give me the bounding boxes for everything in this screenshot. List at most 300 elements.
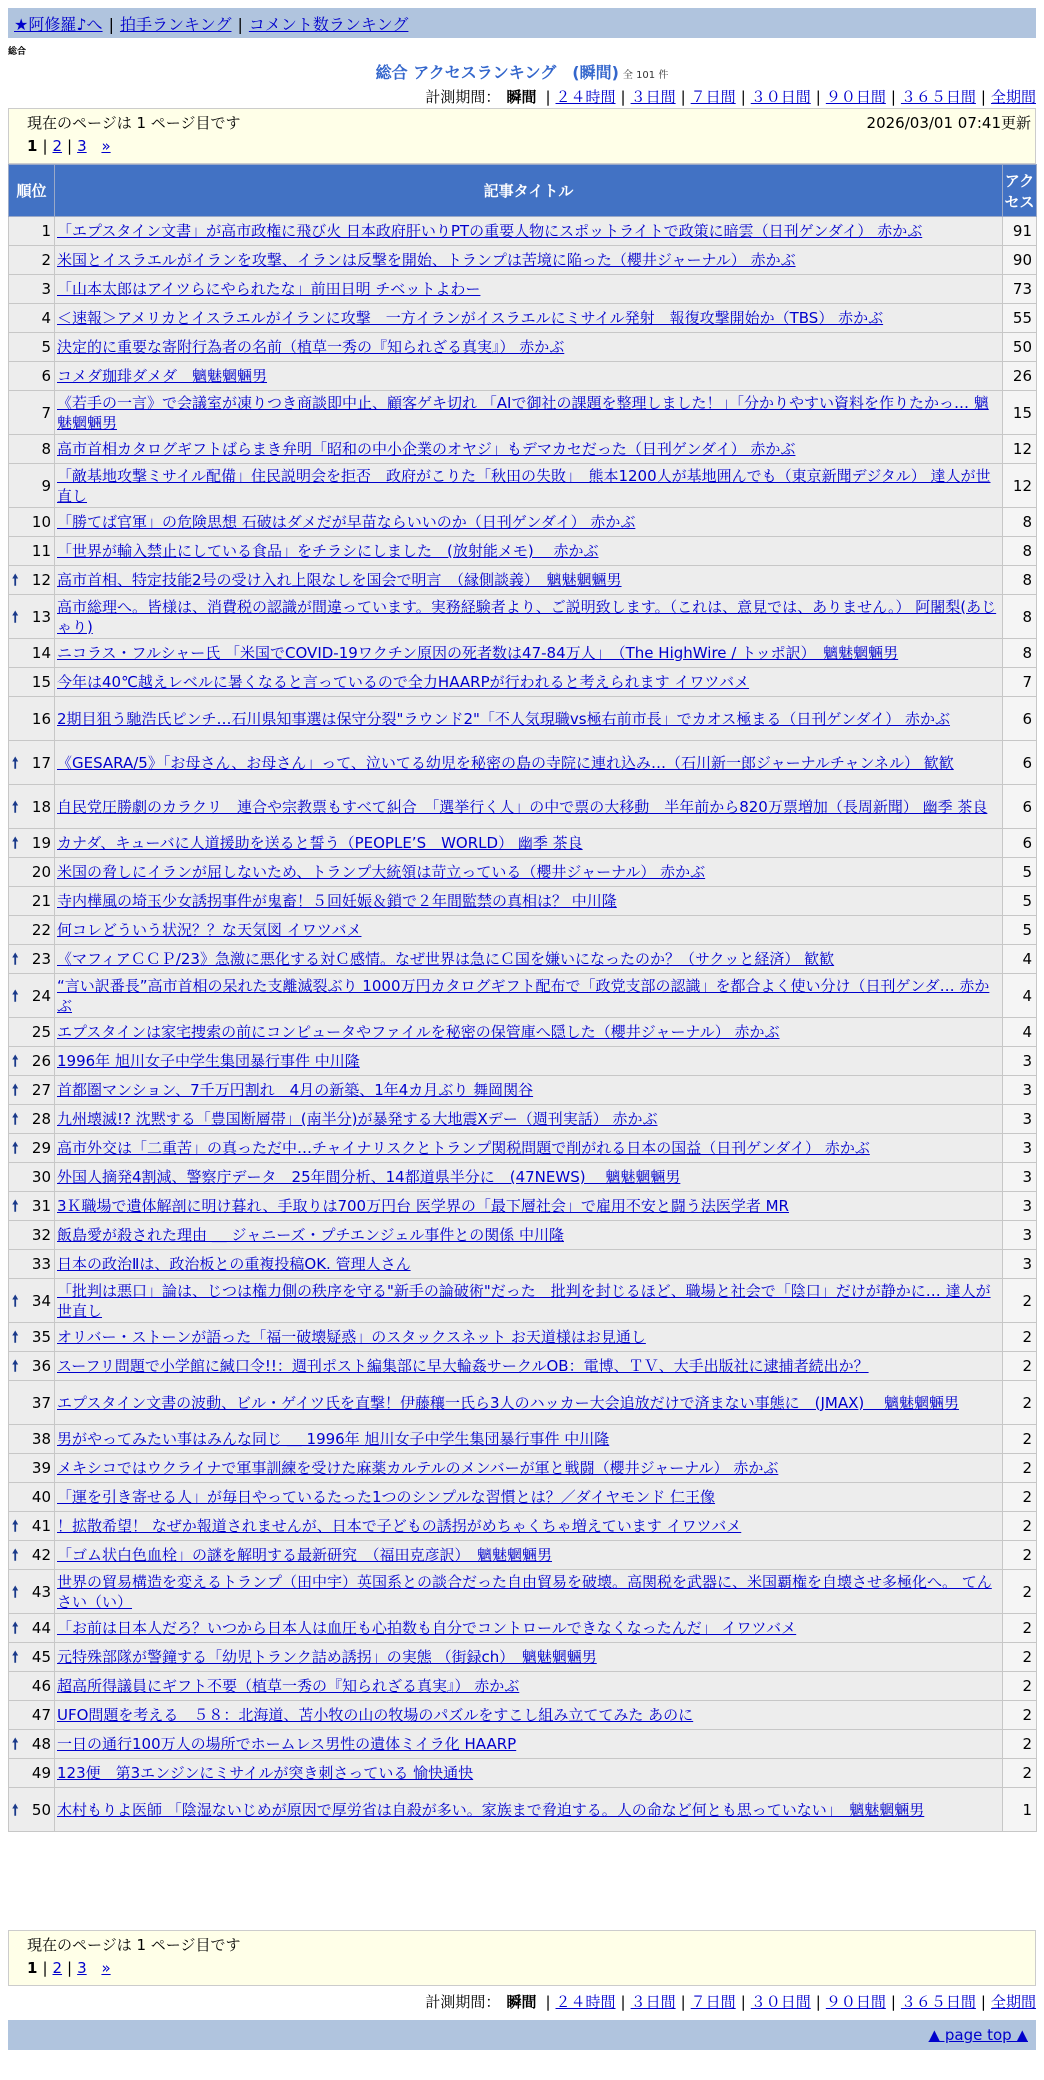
rank-number: 23: [31, 950, 51, 968]
rank-cell: [9, 1788, 55, 1832]
rank-cell: [9, 858, 55, 887]
rank-number: 43: [31, 1582, 51, 1601]
rank-number: 47: [31, 1706, 51, 1724]
article-link[interactable]: エプスタイン文書の波動、ビル・ゲイツ氏を直撃！伊藤穰一氏ら3人のハッカー大会追放だけで済まない事態に (JMAX) 魑魅魍魎男: [57, 1393, 959, 1412]
rank-number: 34: [31, 1291, 51, 1310]
article-link[interactable]: 高市総理へ。皆様は、消費税の認識が間違っています。実務経験者より、ご説明致します。（これは、意見では、ありません。） 阿闍梨(あじゃり): [57, 597, 997, 636]
rank-number: 17: [31, 753, 51, 772]
title-cell: [55, 1250, 1003, 1279]
separator: |: [680, 1993, 686, 2011]
rank-cell: [9, 1730, 55, 1759]
title-cell: [55, 785, 1003, 829]
table-row: [9, 1250, 1037, 1279]
rank-number: 15: [31, 673, 51, 691]
article-link[interactable]: 元特殊部隊が警鐘する「幼児トランク詰め誘拐」の実態 （街録ch） 魑魅魍魎男: [57, 1648, 597, 1666]
rank-cell: [9, 304, 55, 333]
title-cell: [55, 974, 1003, 1018]
title-cell: [55, 639, 1003, 668]
rank-number: 36: [31, 1357, 51, 1375]
article-link[interactable]: 九州壊滅!? 沈黙する「豊国断層帯」(南半分)が暴発する大地震Xデー（週刊実話） 赤かぶ: [57, 1110, 658, 1128]
rank-number: 42: [31, 1546, 51, 1564]
table-row: [9, 304, 1037, 333]
title-cell: [55, 1047, 1003, 1076]
table-row: [9, 1163, 1037, 1192]
article-link[interactable]: 自民党圧勝劇のカラクリ 連合や宗教票もすべて糾合 「選挙行く人」の中で票の大移動 半年前から820万票増加（長周新聞） 幽季 茶良: [57, 797, 988, 816]
period-selector-bottom: [425, 1991, 1036, 2012]
table-row: [9, 741, 1037, 785]
pagination: [27, 137, 1025, 155]
up-arrow-icon: 🠕: [12, 1735, 19, 1753]
table-row: [9, 275, 1037, 304]
title-cell: [55, 508, 1003, 537]
access-count: 3: [1003, 1105, 1037, 1134]
separator: |: [815, 88, 821, 106]
access-count: 2: [1003, 1454, 1037, 1483]
rank-number: 41: [31, 1517, 51, 1535]
title-cell: [55, 1163, 1003, 1192]
rank-number: 50: [31, 1800, 51, 1819]
rank-number: 4: [41, 309, 51, 327]
rank-number: 33: [31, 1255, 51, 1273]
access-count: 2: [1003, 1759, 1037, 1788]
period-selector-top: [425, 86, 1036, 107]
rank-cell: [9, 275, 55, 304]
table-row: [9, 1279, 1037, 1323]
rank-cell: [9, 974, 55, 1018]
rank-cell: [9, 217, 55, 246]
article-link[interactable]: 超高所得議員にギフト不要（植草一秀の『知られざる真実』） 赤かぶ: [57, 1677, 520, 1695]
rank-number: 30: [31, 1168, 51, 1186]
separator: |: [620, 1993, 626, 2011]
table-row: [9, 916, 1037, 945]
nav-home-link[interactable]: ★阿修羅♪へ: [14, 15, 103, 34]
article-link[interactable]: 2期目狙う馳浩氏ピンチ…石川県知事選は保守分裂"ラウンド2"「不人気現職vs極右前市長」でカオス極まる（日刊ゲンダイ） 赤かぶ: [57, 709, 951, 728]
title-cell: [55, 391, 1003, 435]
rank-number: 32: [31, 1226, 51, 1244]
rank-cell: [9, 391, 55, 435]
up-arrow-icon: 🠕: [12, 753, 19, 772]
separator: |: [67, 1959, 73, 1977]
up-arrow-icon: 🠕: [12, 1619, 19, 1637]
table-row: [9, 595, 1037, 639]
title-cell: [55, 1018, 1003, 1047]
rank-cell: [9, 1541, 55, 1570]
table-row: [9, 887, 1037, 916]
rank-number: 13: [31, 607, 51, 626]
rank-cell: [9, 1570, 55, 1614]
rank-cell: [9, 1323, 55, 1352]
table-row: [9, 246, 1037, 275]
rank-number: 18: [31, 797, 51, 816]
title-cell: [55, 304, 1003, 333]
access-count: 2: [1003, 1614, 1037, 1643]
rank-cell: [9, 1279, 55, 1323]
title-cell: [55, 435, 1003, 464]
rank-cell: [9, 1163, 55, 1192]
article-link[interactable]: 高市外交は「二重苦」の真っただ中…チャイナリスクとトランプ関税問題で削がれる日本の国益（日刊ゲンダイ） 赤かぶ: [57, 1139, 870, 1157]
rank-cell: [9, 1512, 55, 1541]
table-row: [9, 1381, 1037, 1425]
page-top-link[interactable]: ▲ page top ▲: [928, 2026, 1028, 2044]
rank-number: 49: [31, 1764, 51, 1782]
article-link[interactable]: 決定的に重要な寄附行為者の名前（植草一秀の『知られざる真実』） 赤かぶ: [57, 338, 565, 356]
item-count: 全 101 件: [622, 70, 669, 81]
table-row: [9, 1701, 1037, 1730]
title-cell: [55, 1076, 1003, 1105]
next-page-link[interactable]: »: [101, 137, 111, 155]
title-cell: [55, 1483, 1003, 1512]
period-option-link[interactable]: ３０日間: [750, 88, 811, 106]
rank-number: 31: [31, 1197, 51, 1215]
period-option-link[interactable]: 全期間: [990, 1993, 1036, 2011]
table-row: [9, 1570, 1037, 1614]
rank-cell: [9, 435, 55, 464]
next-page-link[interactable]: »: [101, 1959, 111, 1977]
access-count: 2: [1003, 1279, 1037, 1323]
period-option-link[interactable]: ７日間: [690, 1993, 736, 2011]
access-count: 2: [1003, 1483, 1037, 1512]
article-link[interactable]: 「勝てば官軍」の危険思想 石破はダメだが早苗ならいいのか（日刊ゲンダイ） 赤かぶ: [57, 513, 636, 531]
current-page-text: 現在のページは 1 ページ目です: [27, 114, 241, 132]
title-cell: [55, 916, 1003, 945]
title-cell: [55, 464, 1003, 508]
title-cell: [55, 217, 1003, 246]
separator: |: [680, 88, 686, 106]
title-cell: [55, 1672, 1003, 1701]
access-count: 26: [1003, 362, 1037, 391]
table-row: [9, 508, 1037, 537]
article-link[interactable]: 《マフィアＣＣＰ/23》急激に悪化する対Ｃ感情。なぜ世界は急にＣ国を嫌いになったのか？（サクッと経済） 歓歓: [57, 950, 835, 968]
table-row: [9, 668, 1037, 697]
title-cell: [55, 1221, 1003, 1250]
title-cell: [55, 275, 1003, 304]
rank-number: 25: [31, 1023, 51, 1041]
article-link[interactable]: 米国とイスラエルがイランを攻撃、イランは反撃を開始、トランプは苦境に陥った（櫻井ジャーナル） 赤かぶ: [57, 251, 796, 269]
article-link[interactable]: 高市首相、特定技能2号の受け入れ上限なしを国会で明言 （縁側談義） 魑魅魍魎男: [57, 571, 622, 589]
access-count: 2: [1003, 1381, 1037, 1425]
access-count: 6: [1003, 785, 1037, 829]
article-link[interactable]: 「敵基地攻撃ミサイル配備」住民説明会を拒否 政府がこりた「秋田の失敗」 熊本1200人が基地囲んでも（東京新聞デジタル） 達人が世直し: [57, 466, 991, 505]
table-row: [9, 1541, 1037, 1570]
title-cell: [55, 1192, 1003, 1221]
article-link[interactable]: 木村もりよ医師 「陰湿ないじめが原因で厚労省は自殺が多い。家族まで脅迫する。人の命など何とも思っていない」 魑魅魍魎男: [57, 1800, 925, 1819]
col-rank-header: 順位: [9, 165, 55, 217]
access-count: 2: [1003, 1730, 1037, 1759]
access-count: 8: [1003, 595, 1037, 639]
period-option-link[interactable]: ３６５日間: [900, 1993, 976, 2011]
article-link[interactable]: 123便 第3エンジンにミサイルが突き刺さっている 愉快通快: [57, 1764, 474, 1782]
bottom-bar: [8, 2020, 1036, 2050]
pagination: [27, 1959, 1025, 1977]
access-count: 50: [1003, 333, 1037, 362]
access-count: 15: [1003, 391, 1037, 435]
article-link[interactable]: 何コレどういう状況？？な天気図 イワツバメ: [57, 921, 362, 939]
access-count: 6: [1003, 829, 1037, 858]
article-link[interactable]: 「運を引き寄せる人」が毎日やっているたった1つのシンプルな習慣とは？／ダイヤモンド 仁王像: [57, 1488, 716, 1506]
rank-number: 11: [31, 542, 51, 560]
top-nav-bar: ★阿修羅♪へ | 拍手ランキング | コメント数ランキング: [8, 8, 1036, 38]
period-option-link[interactable]: 全期間: [990, 88, 1036, 106]
rank-cell: [9, 1381, 55, 1425]
rank-number: 45: [31, 1648, 51, 1666]
access-count: 4: [1003, 1018, 1037, 1047]
rank-cell: [9, 537, 55, 566]
article-link[interactable]: 一日の通行100万人の場所でホームレス男性の遺体ミイラ化 HAARP: [57, 1735, 517, 1753]
separator: |: [740, 88, 746, 106]
up-arrow-icon: 🠕: [12, 1139, 19, 1157]
separator: |: [890, 88, 896, 106]
title-cell: [55, 1512, 1003, 1541]
period-option-link[interactable]: ３６５日間: [900, 88, 976, 106]
separator: |: [545, 1993, 551, 2011]
period-option-link[interactable]: ３日間: [630, 1993, 676, 2011]
access-count: 2: [1003, 1541, 1037, 1570]
article-link[interactable]: 飯島愛が殺された理由 ＿ ジャニーズ・プチエンジェル事件との関係 中川隆: [57, 1226, 564, 1244]
access-count: 2: [1003, 1672, 1037, 1701]
rank-number: 19: [31, 834, 51, 852]
period-option-link[interactable]: ９０日間: [825, 1993, 886, 2011]
rank-number: 26: [31, 1052, 51, 1070]
article-link[interactable]: 「批判は悪口」論は、じつは権力側の秩序を守る"新手の論破術"だった 批判を封じるほど、職場と社会で「陰口」だけが静かに… 達人が世直し: [57, 1281, 991, 1320]
table-row: [9, 1425, 1037, 1454]
period-option-link[interactable]: ９０日間: [825, 88, 886, 106]
up-arrow-icon: 🠕: [12, 1546, 19, 1564]
title-cell: [55, 1105, 1003, 1134]
article-link[interactable]: オリバー・ストーンが語った「福一破壊疑惑」のスタックスネット お天道様はお見通し: [57, 1328, 646, 1346]
up-arrow-icon: 🠕: [12, 1517, 19, 1535]
article-link[interactable]: 世界の貿易構造を変えるトランプ（田中宇）英国系との談合だった自由貿易を破壊。高関税を武器に、米国覇権を自壊させ多極化へ。 てんさい（い）: [57, 1572, 992, 1611]
article-link[interactable]: コメダ珈琲ダメダ 魑魅魍魎男: [57, 367, 268, 385]
rank-number: 48: [31, 1735, 51, 1753]
rank-number: 27: [31, 1081, 51, 1099]
rank-number: 24: [31, 986, 51, 1005]
title-cell: [55, 1730, 1003, 1759]
page-link[interactable]: 2: [52, 1959, 63, 1977]
nav-clap-ranking-link[interactable]: 拍手ランキング: [119, 15, 232, 34]
up-arrow-icon: 🠕: [12, 1328, 19, 1346]
access-count: 1: [1003, 1788, 1037, 1832]
info-box-top: [8, 108, 1036, 164]
article-link[interactable]: 「世界が輸入禁止にしている食品」をチラシにしました (放射能メモ) 赤かぶ: [57, 542, 599, 560]
rank-cell: [9, 887, 55, 916]
article-link[interactable]: 1996年 旭川女子中学生集団暴行事件 中川隆: [57, 1052, 360, 1070]
title-cell: [55, 1701, 1003, 1730]
table-row: [9, 974, 1037, 1018]
period-option-link[interactable]: ２４時間: [555, 1993, 616, 2011]
rank-cell: [9, 1643, 55, 1672]
article-link[interactable]: スーフリ問題で小学館に緘口令!!：週刊ポスト編集部に早大輪姦サークルOB：電博、ＴＶ、大手出版社に逮捕者続出か？: [57, 1357, 869, 1375]
updated-timestamp: 2026/03/01 07:41更新: [866, 114, 1031, 132]
article-link[interactable]: メキシコではウクライナで軍事訓練を受けた麻薬カルテルのメンバーが軍と戦闘（櫻井ジャーナル） 赤かぶ: [57, 1459, 779, 1477]
rank-number: 12: [31, 571, 51, 589]
table-row: [9, 945, 1037, 974]
title-cell: [55, 1759, 1003, 1788]
article-link[interactable]: 男がやってみたい事はみんな同じ ＿ 1996年 旭川女子中学生集団暴行事件 中川隆: [57, 1430, 610, 1448]
title-cell: [55, 566, 1003, 595]
col-access-header: アクセス: [1003, 165, 1037, 217]
title-cell: [55, 1323, 1003, 1352]
table-row: [9, 1323, 1037, 1352]
title-cell: [55, 945, 1003, 974]
period-label: 計測期間：: [425, 1993, 501, 2011]
article-link[interactable]: 3Ｋ職場で遺体解剖に明け暮れ、手取りは700万円台 医学界の「最下層社会」で雇用不安と闘う法医学者 MR: [57, 1197, 789, 1215]
page-link[interactable]: 3: [77, 1959, 87, 1977]
rank-number: 35: [31, 1328, 51, 1346]
table-row: [9, 1047, 1037, 1076]
rank-number: 21: [31, 892, 51, 910]
rank-number: 1: [41, 222, 51, 240]
rank-number: 37: [31, 1393, 51, 1412]
title-cell: [55, 595, 1003, 639]
table-row: [9, 1788, 1037, 1832]
access-count: 5: [1003, 916, 1037, 945]
ranking-table: [8, 164, 1037, 1832]
rank-cell: [9, 1483, 55, 1512]
separator: |: [740, 1993, 746, 2011]
access-count: 4: [1003, 945, 1037, 974]
up-arrow-icon: 🠕: [12, 1291, 19, 1310]
title-cell: [55, 333, 1003, 362]
article-link[interactable]: ！拡散希望！ なぜか報道されませんが、日本で子どもの誘拐がめちゃくちゃ増えています イワツバメ: [57, 1517, 742, 1535]
article-link[interactable]: 外国人摘発4割減、警察庁データ 25年間分析、14都道県半分に (47NEWS) 魑魅魍魎男: [57, 1168, 681, 1186]
table-row: [9, 1076, 1037, 1105]
page-link[interactable]: 3: [77, 137, 87, 155]
rank-cell: [9, 508, 55, 537]
article-link[interactable]: 日本の政治Ⅱは、政治板との重複投稿OK. 管理人さん: [57, 1255, 411, 1273]
rank-cell: [9, 1454, 55, 1483]
table-row: [9, 391, 1037, 435]
access-count: 5: [1003, 858, 1037, 887]
rank-cell: [9, 1134, 55, 1163]
nav-comment-ranking-link[interactable]: コメント数ランキング: [248, 15, 409, 34]
rank-number: 28: [31, 1110, 51, 1128]
access-count: 2: [1003, 1425, 1037, 1454]
access-count: 3: [1003, 1134, 1037, 1163]
article-link[interactable]: UFO問題を考える ５８：北海道、苫小牧の山の牧場のパズルをすこし組み立ててみた あのに: [57, 1706, 694, 1724]
period-label: 計測期間：: [425, 88, 501, 106]
table-row: [9, 1672, 1037, 1701]
table-row: [9, 217, 1037, 246]
rank-cell: [9, 1105, 55, 1134]
period-option-link[interactable]: ２４時間: [555, 88, 616, 106]
title-cell: [55, 858, 1003, 887]
access-count: 2: [1003, 1643, 1037, 1672]
title-cell: [55, 1788, 1003, 1832]
access-count: 12: [1003, 464, 1037, 508]
table-row: [9, 1105, 1037, 1134]
rank-cell: [9, 1672, 55, 1701]
rank-cell: [9, 741, 55, 785]
article-link[interactable]: “言い訳番長”高市首相の呆れた支離滅裂ぶり 1000万円カタログギフト配布で「政党支部の認識」を都合よく使い分け（日刊ゲンダ… 赤かぶ: [57, 976, 990, 1015]
access-count: 3: [1003, 1047, 1037, 1076]
up-arrow-icon: 🠕: [12, 797, 19, 816]
access-count: 55: [1003, 304, 1037, 333]
title-cell: [55, 1381, 1003, 1425]
table-row: [9, 1759, 1037, 1788]
article-link[interactable]: 《若手の一言》で会議室が凍りつき商談即中止、顧客ゲキ切れ 「AIで御社の課題を整理しました！」「分かりやすい資料を作りたかっ… 魑魅魍魎男: [57, 393, 989, 432]
title-cell: [55, 537, 1003, 566]
rank-cell: [9, 1759, 55, 1788]
access-count: 6: [1003, 741, 1037, 785]
article-link[interactable]: 首都圏マンション、7千万円割れ 4月の新築、1年4カ月ぶり 舞岡関谷: [57, 1081, 534, 1099]
article-link[interactable]: 「お前は日本人だろ？いつから日本人は血圧も心拍数も自分でコントロールできなくなったんだ」 イワツバメ: [57, 1619, 797, 1637]
article-link[interactable]: 《GESARA/5》「お母さん、お母さん」って、泣いてる幼児を秘密の島の寺院に連れ込み…（石川新一郎ジャーナルチャンネル） 歓歓: [57, 753, 954, 772]
rank-cell: [9, 595, 55, 639]
article-link[interactable]: 高市首相カタログギフトばらまき弁明「昭和の中小企業のオヤジ」もデマカセだった（日刊ゲンダイ） 赤かぶ: [57, 440, 796, 458]
article-link[interactable]: 米国の脅しにイランが屈しないため、トランプ大統領は苛立っている（櫻井ジャーナル） 赤かぶ: [57, 863, 706, 881]
rank-cell: [9, 246, 55, 275]
up-arrow-icon: 🠕: [12, 1197, 19, 1215]
table-row: [9, 435, 1037, 464]
access-count: 3: [1003, 1250, 1037, 1279]
table-row: [9, 1643, 1037, 1672]
page-link[interactable]: 2: [52, 137, 63, 155]
title-cell: [55, 246, 1003, 275]
separator: |: [42, 1959, 48, 1977]
rank-cell: [9, 333, 55, 362]
period-current: 瞬間: [506, 1993, 537, 2011]
up-arrow-icon: 🠕: [12, 950, 19, 968]
article-link[interactable]: 今年は40℃越えレベルに暑くなると言っているので全力HAARPが行われると考えられます イワツバメ: [57, 673, 750, 691]
access-count: 73: [1003, 275, 1037, 304]
table-row: [9, 697, 1037, 741]
article-link[interactable]: 「エプスタイン文書」が高市政権に飛び火 日本政府肝いりPTの重要人物にスポットライトで政策に暗雲（日刊ゲンダイ） 赤かぶ: [57, 222, 923, 240]
separator: |: [42, 137, 48, 155]
rank-number: 3: [41, 280, 51, 298]
article-link[interactable]: 「山本太郎はアイツらにやられたな」前田日明 チベットよわー: [57, 280, 481, 298]
period-option-link[interactable]: ３０日間: [750, 1993, 811, 2011]
access-count: 2: [1003, 1323, 1037, 1352]
table-row: [9, 639, 1037, 668]
table-row: [9, 1221, 1037, 1250]
access-count: 3: [1003, 1192, 1037, 1221]
col-title-header: 記事タイトル: [55, 165, 1003, 217]
up-arrow-icon: 🠕: [12, 1648, 19, 1666]
access-count: 3: [1003, 1163, 1037, 1192]
article-link[interactable]: エプスタインは家宅捜索の前にコンピュータやファイルを秘密の保管庫へ隠した（櫻井ジャーナル） 赤かぶ: [57, 1023, 780, 1041]
rank-cell: [9, 1221, 55, 1250]
rank-cell: [9, 1192, 55, 1221]
rank-number: 10: [31, 513, 51, 531]
period-option-link[interactable]: ７日間: [690, 88, 736, 106]
rank-cell: [9, 1701, 55, 1730]
period-current: 瞬間: [506, 88, 537, 106]
article-link[interactable]: ニコラス・フルシャー氏 「米国でCOVID-19ワクチン原因の死者数は47-84万人」 （The HighWire / トッポ訳） 魑魅魍魎男: [57, 644, 899, 662]
rank-cell: [9, 1018, 55, 1047]
rank-cell: [9, 1614, 55, 1643]
article-link[interactable]: 寺内樺風の埼玉少女誘拐事件が鬼畜！５回妊娠＆鎖で２年間監禁の真相は？ 中川隆: [57, 892, 617, 910]
title-cell: [55, 829, 1003, 858]
page-current: 1: [27, 137, 38, 155]
title-cell: [55, 1541, 1003, 1570]
up-arrow-icon: 🠕: [12, 1110, 19, 1128]
rank-number: 2: [41, 251, 51, 269]
article-link[interactable]: カナダ、キューバに人道援助を送ると誓う（PEOPLE’S WORLD） 幽季 茶良: [57, 834, 583, 852]
access-count: 90: [1003, 246, 1037, 275]
rank-number: 44: [31, 1619, 51, 1637]
rank-cell: [9, 1352, 55, 1381]
article-link[interactable]: 「ゴム状白色血栓」の謎を解明する最新研究 （福田克彦訳） 魑魅魍魎男: [57, 1546, 553, 1564]
access-count: 91: [1003, 217, 1037, 246]
rank-cell: [9, 639, 55, 668]
period-option-link[interactable]: ３日間: [630, 88, 676, 106]
table-row: [9, 858, 1037, 887]
rank-cell: [9, 916, 55, 945]
article-link[interactable]: ＜速報＞アメリカとイスラエルがイランに攻撃 一方イランがイスラエルにミサイル発射 報復攻撃開始か（TBS） 赤かぶ: [57, 309, 884, 327]
table-row: [9, 464, 1037, 508]
access-count: 6: [1003, 697, 1037, 741]
rank-cell: [9, 566, 55, 595]
